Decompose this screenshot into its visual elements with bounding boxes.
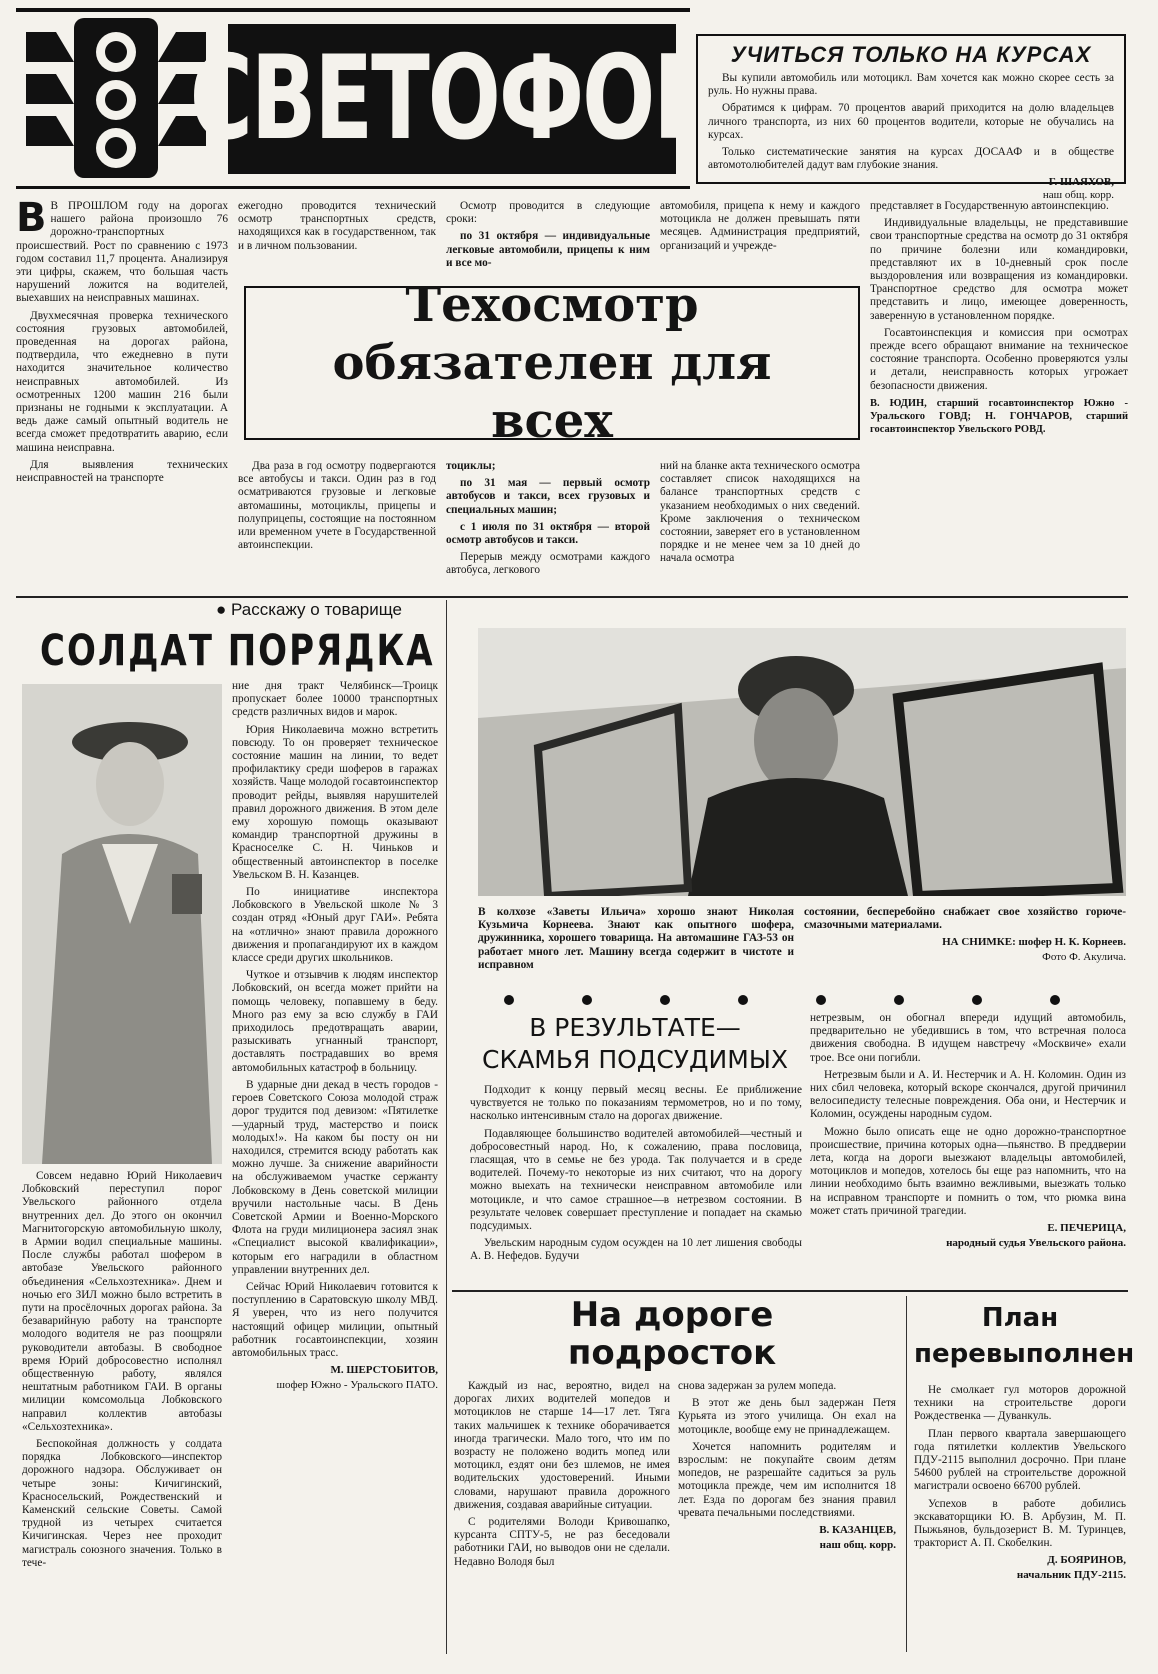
top-box-signature: Г. ШАЯХОВ, [1048, 176, 1114, 189]
teen-para: Каждый из нас, вероятно, видел на дорогах лихих водителей мопедов и мотоциклов не старше 14—17 лет. Тяга таких мальчишек к технике оборачивается иногда трагически. Мало того, что им по возрасту не положено водить мопед или мотоцикл, ездят они без шлемов, не имея водительских удостоверений. Иными словами, нарушают правила дорожного движения, создавая аварийные ситуации. [454, 1380, 670, 1511]
techosmotr-para: В ПРОШЛОМ году на дорогах нашего района произошло 76 дорожно-транспортных происшествий. Рост по сравнению с 1973 годом составил 11,7 процента. Анализируя эти цифры, скажем, что большая часть нарушений ложится на водителей, выехавших на неисправных машинах. [16, 200, 228, 305]
top-box-headline: УЧИТЬСЯ ТОЛЬКО НА КУРСАХ [730, 42, 1092, 67]
techosmotr-para-lead [16, 195, 228, 306]
techosmotr-para: Госавтоинспекция и комиссия при осмотрах прежде всего обращают внимание на техническое состояние транспорта. Особенно проверяются узлы и детали, неисправность которых угрожает безопасности движения. [870, 326, 1128, 392]
soldier-para: Сейчас Юрий Николаевич готовится к поступлению в Саратовскую школу МВД. Я уверен, что из него получится настоящий офицер милиции, опытный работник госавтоинспекции, хозяин автомобильных трасс. [232, 1280, 438, 1359]
soldier-rubric [216, 600, 402, 620]
teen-headline-line: На дороге [570, 1295, 774, 1335]
teen-signature-role: наш общ. корр. [819, 1539, 896, 1552]
techosmotr-para: Двухмесячная проверка технического состояния грузовых автомобилей, проведенная на дорогах района, подтвердила, что ежедневно в пути находится значительное количество неисправных автомобилей. Из осмотренных 1200 машин 216 были признаны не годными к эксплуатации. А ведь даже самый опытный водитель не всегда сможет предотвратить аварию, если машина неисправна. [16, 309, 228, 454]
court-signature: Е. ПЕЧЕРИЦА, [1047, 1222, 1126, 1235]
techosmotr-col3-top [446, 200, 650, 274]
soldier-para: Беспокойная должность у солдата порядка Лобковского—инспектор дорожного надзора. Обслуживает он четыре зоны: Кичигинский, Красносельский, Рождественский и Каменский сельские Советы. Самой трудной из четырех считается Кичигинская. Через нее проходит магистраль союзного значения. Только в тече- [22, 1438, 222, 1569]
court-headline-line: СКАМЬЯ ПОДСУДИМЫХ [481, 1045, 789, 1074]
soldier-para: Юрия Николаевича можно встретить повсюду. То он проверяет техническое состояние машин на линии, то ведет профилактику среди шоферов в гаражах хозяйств. Чаще молодой госавтоинспектор проводит рейды, выявляя нарушителей правил дорожного движения. В этом деле ему хорошую помощь оказывают командир транспортной дружины в Красноселке С. Н. Чиньков и общественный автоинспектор в поселке Увельском В. Н. Казанцев. [232, 723, 438, 881]
masthead [16, 8, 715, 189]
dot [972, 995, 982, 1005]
masthead-title-box [189, 24, 715, 174]
inspector-silhouette-icon [22, 684, 222, 1164]
dot [738, 995, 748, 1005]
techosmotr-col2-top [238, 200, 436, 257]
techosmotr-headline: Техосмотр обязателен для всех [332, 277, 772, 449]
techosmotr-para: Для выявления технических неисправностей на транспорте [16, 458, 228, 485]
teen-headline [452, 1296, 892, 1372]
soldier-para: В ударные дни декад в честь городов - героев Советского Союза молодой страж дорог трудится под девизом: «Пятилетке—ударный труд, мастерство и поиск молодых!». На каком бы посту он ни находился, стремится всюду работать как можно лучше. За снижение аварийности на обслуживаемом участке сержанту Лобковскому в День советской милиции вручили настольные часы. В День Советской Армии и Военно-Морского Флота на груди милиционера засиял знак «Специалист высокой квалификации», которым его наградили в областном управлении внутренних дел. [232, 1078, 438, 1276]
soldier-para: Совсем недавно Юрий Николаевич Лобковский переступил порог Увельского районного отдела внутренних дел. До этого он окончил Магнитогорскую автомобильную школу, в Армии водил специальные машины. После службы работал шофером в автобазе Увельского районного объединения «Сельхозтехника». Днем и ночью его ЗИЛ можно было встретить в пути на просёлочных дорогах района. За безаварийную работу на транспорте молодого водителя не раз поощряли руководители автобазы. В свободное время Юрий добросовестно исполнял общественную работу, являлся нештатным работником ГАИ. В органы милиции комсомольца Лобковского направил коллектив автобазы «Сельхозтехника». [22, 1170, 222, 1433]
top-box-signature-role: наш общ. корр. [1042, 189, 1114, 202]
court-para: Увельским народным судом осужден на 10 лет лишения свободы А. В. Нефедов. Будучи [470, 1237, 802, 1263]
court-headline-line: В РЕЗУЛЬТАТЕ— [529, 1013, 741, 1042]
drop-cap: В [16, 195, 47, 241]
section-divider [452, 1290, 1128, 1292]
section-divider [16, 596, 1128, 598]
teen-col2 [678, 1380, 896, 1554]
plan-para: Не смолкает гул моторов дорожной техники на строительстве дороги Рождественка — Дуванкуль. [914, 1384, 1126, 1423]
driver-photo [478, 628, 1126, 896]
techosmotr-para: ежегодно проводится технический осмотр транспортных средств, находящихся как в государственном, так и в личном пользовании. [238, 200, 436, 252]
plan-col [914, 1384, 1126, 1584]
techosmotr-para: с 1 июля по 31 октября — второй осмотр автобусов и такси. [446, 520, 650, 547]
dot [504, 995, 514, 1005]
soldier-signature-role: шофер Южно - Уральского ПАТО. [276, 1379, 438, 1392]
court-headline [470, 1012, 800, 1076]
soldier-para: ние дня тракт Челябинск—Троицк пропускает более 10000 транспортных средств различных видов и марок. [232, 680, 438, 719]
teen-para: В этот же день был задержан Петя Курьята из этого училища. Он ехал на мотоцикле, вообще ему не принадлежащем. [678, 1397, 896, 1436]
masthead-title: СВЕТОФОР [189, 31, 715, 167]
photo-credit: Фото Ф. Акулича. [1042, 951, 1126, 964]
teen-para: Хочется напомнить родителям и взрослым: не покупайте своим детям мопедов, не разрешайте садиться за руль мотоцикла прежде, чем им исполнится 18 лет. Езда по дорогам без знания правил чревата печальными последствиями. [678, 1440, 896, 1519]
techosmotr-col4-top [660, 200, 860, 257]
court-col2 [810, 1012, 1126, 1252]
teen-signature: В. КАЗАНЦЕВ, [819, 1524, 896, 1537]
soldier-signature: М. ШЕРСТОБИТОВ, [330, 1364, 438, 1377]
techosmotr-para: Два раза в год осмотру подвергаются все автобусы и такси. Один раз в год осматриваются грузовые и легковые автомашины, мотоциклы, прицепы и полуприцепы, состоящие на постоянном или временном учете в Государственной автоинспекции. [238, 460, 436, 552]
column-divider [446, 600, 447, 1654]
soldier-rubric-text: Расскажу о товарище [231, 600, 403, 619]
photo-caption-left [478, 906, 794, 976]
dot-separator [470, 992, 1130, 1010]
photo-caption-text: состоянии, бесперебойно снабжает свое хозяйство горюче-смазочными материалами. [804, 906, 1126, 932]
court-para: Нетрезвым были и А. И. Нестерчик и А. Н. Коломин. Один из них сбил человека, который вскоре скончался, другой причинил велосипедисту телесные повреждения. Оба они, и Нестерчик и Коломин, осуждены народным судом. [810, 1068, 1126, 1121]
techosmotr-para: ний на бланке акта технического осмотра составляет список находящихся на балансе транспортных средств с указанием необходимых о них сведений. Кроме заключения о техническом состоянии, заверяет его в установленном порядке и не менее чем за 10 дней до начала осмотра [660, 460, 860, 565]
dot [816, 995, 826, 1005]
techosmotr-para: тоциклы; [446, 460, 496, 472]
plan-para: Успехов в работе добились экскаваторщики Ю. В. Арбузин, М. П. Пыжьянов, бульдозерист В. М. Туринцев, тракторист А. П. Скобелкин. [914, 1497, 1126, 1550]
soldier-col-a [232, 680, 438, 1394]
top-box-article [696, 34, 1126, 202]
teen-para: снова задержан за рулем мопеда. [678, 1380, 837, 1392]
photo-label: НА СНИМКЕ: шофер Н. К. Корнеев. [942, 936, 1126, 949]
techosmotr-col1 [16, 195, 228, 489]
teen-col1 [454, 1380, 670, 1573]
court-signature-role: народный судья Увельского района. [946, 1237, 1126, 1250]
soldier-para: По инициативе инспектора Лобковского в Увельской школе № 3 создан отряд «Юный друг ГАИ». Ребята на «отлично» знают правила дорожного движения и пропагандируют их в каждом классе среди других школьников. [232, 886, 438, 965]
photo-caption-right [804, 906, 1126, 966]
plan-signature: Д. БОЯРИНОВ, [1047, 1554, 1126, 1567]
column-divider [906, 1296, 907, 1652]
court-para: нетрезвым, он обогнал впереди идущий автомобиль, предварительно не убедившись в том, что встречная полоса движения свободна. В идущем навстречу «Москвиче» ехали трое. Все они погибли. [810, 1012, 1126, 1064]
soldier-col-b [22, 1170, 222, 1574]
teen-para: С родителями Володи Кривошапко, курсанта СПТУ-5, не раз беседовали работники ГАИ, но выводов они не сделали. Недавно Володя был [454, 1516, 670, 1568]
techosmotr-para: Индивидуальные владельцы, не представившие свои транспортные средства на осмотр до 31 октября по причине болезни или командировки, представляют их в 10-дневный срок после выздоровления или возвращения из командировки. Транспортное средство для осмотра может представить и лицо, имеющее доверенность, заверенную в установленном порядке. [870, 217, 1128, 322]
top-box-para: Обратимся к цифрам. 70 процентов аварий приходится на долю владельцев личного транспорта, из них 60 процентов водители, которые не обучались на курсах. [708, 102, 1114, 141]
techosmotr-headline-box [244, 277, 860, 449]
top-box-para: Вы купили автомобиль или мотоцикл. Вам хочется как можно скорее сесть за руль. Но нужны права. [708, 72, 1114, 98]
techosmotr-para: Перерыв между осмотрами каждого автобуса, легкового [446, 551, 650, 577]
court-para: Подходит к концу первый месяц весны. Ее приближение чувствуется не только по показаниям термометров, но и по тому, насколько интенсивным стало на дорогах движение. [470, 1084, 802, 1123]
soldier-headline: СОЛДАТ ПОРЯДКА [40, 626, 435, 676]
dot [660, 995, 670, 1005]
traffic-light-icon [16, 12, 216, 182]
bullet-icon: ● [216, 600, 231, 619]
techosmotr-signature: В. ЮДИН, старший госавтоинспектор Южно - Уральского ГОВД; Н. ГОНЧАРОВ, старший госавтоинспектор Увельского РОВД. [870, 397, 1128, 436]
techosmotr-para: по 31 мая — первый осмотр автобусов и такси, всех грузовых и специальных машин; [446, 477, 650, 516]
teen-headline-line: подросток [567, 1333, 777, 1373]
techosmotr-para: представляет в Государственную автоинспекцию. [870, 200, 1109, 212]
techosmotr-col3-bottom [446, 460, 650, 582]
court-para: Можно было описать еще не одно дорожно-транспортное происшествие, причина которых одна—пьянство. В преддверии лета, когда на дороги выезжают владельцы автомобилей, мотоциклов и мопедов, хотелось бы еще раз напомнить, что на линии необходимо быть взаимно вежливыми, выезжать только на исправном транспорте и помнить о том, что рюмка вина может стать причиной трагедии. [810, 1125, 1126, 1217]
dot [894, 995, 904, 1005]
techosmotr-col2-bottom [238, 460, 436, 556]
techosmotr-col5 [870, 200, 1128, 440]
driver-in-truck-icon [478, 628, 1126, 896]
dot [1050, 995, 1060, 1005]
inspector-photo [22, 684, 222, 1164]
court-para: Подавляющее большинство водителей автомобилей—честный и добросовестный народ. Но, к сожалению, права пословица, гласящая, что в семье не без урода. Так получается и в среде водителей. Почему-то некоторые из них считают, что на дорогу можно выехать на технически неисправном автомобиле или мотоцикле, и что самое страшное—в нетрезвом состоянии. В результате человек совершает преступление и попадает на скамью подсудимых. [470, 1127, 802, 1233]
plan-signature-role: начальник ПДУ-2115. [1016, 1569, 1126, 1582]
plan-headline-line: План [981, 1303, 1059, 1333]
plan-headline-line: перевыполнен [914, 1339, 1135, 1369]
court-col1 [470, 1084, 802, 1268]
plan-headline [914, 1300, 1135, 1372]
top-box-para: Только систематические занятия на курсах ДОСААФ и в обществе автомотолюбителей дадут вам глубокие знания. [708, 146, 1114, 172]
techosmotr-para: Осмотр проводится в следующие сроки: [446, 200, 650, 226]
photo-caption-text: В колхозе «Заветы Ильича» хорошо знают Николая Кузьмича Корнеева. Знают как опытного шофера, дружинника, хорошего товарища. На автомашине ГАЗ-53 он работает много лет. Машину всегда содержит в чистоте и исправном [478, 906, 794, 971]
soldier-para: Чуткое и отзывчив к людям инспектор Лобковский, он всегда может прийти на помощь человеку, попавшему в беду. Много раз ему за всю службу в ГАИ приходилось предотвращать аварии, разыскивать угнанный транспорт, доставлять пострадавших во время автомобильных катастроф в больницу. [232, 969, 438, 1074]
techosmotr-para: по 31 октября — индивидуальные легковые автомобили, прицепы к ним и все мо- [446, 230, 650, 269]
techosmotr-col4-bottom [660, 460, 860, 570]
dot [582, 995, 592, 1005]
techosmotr-para: автомобиля, прицепа к нему и каждого мотоцикла не должен превышать пяти месяцев. Администрация предприятий, организаций и учрежде- [660, 200, 860, 252]
plan-para: План первого квартала завершающего года пятилетки коллектив Увельского ПДУ-2115 выполнил досрочно. При плане 54600 рублей на строительстве дорожной магистрали освоено 66700 рублей. [914, 1427, 1126, 1493]
